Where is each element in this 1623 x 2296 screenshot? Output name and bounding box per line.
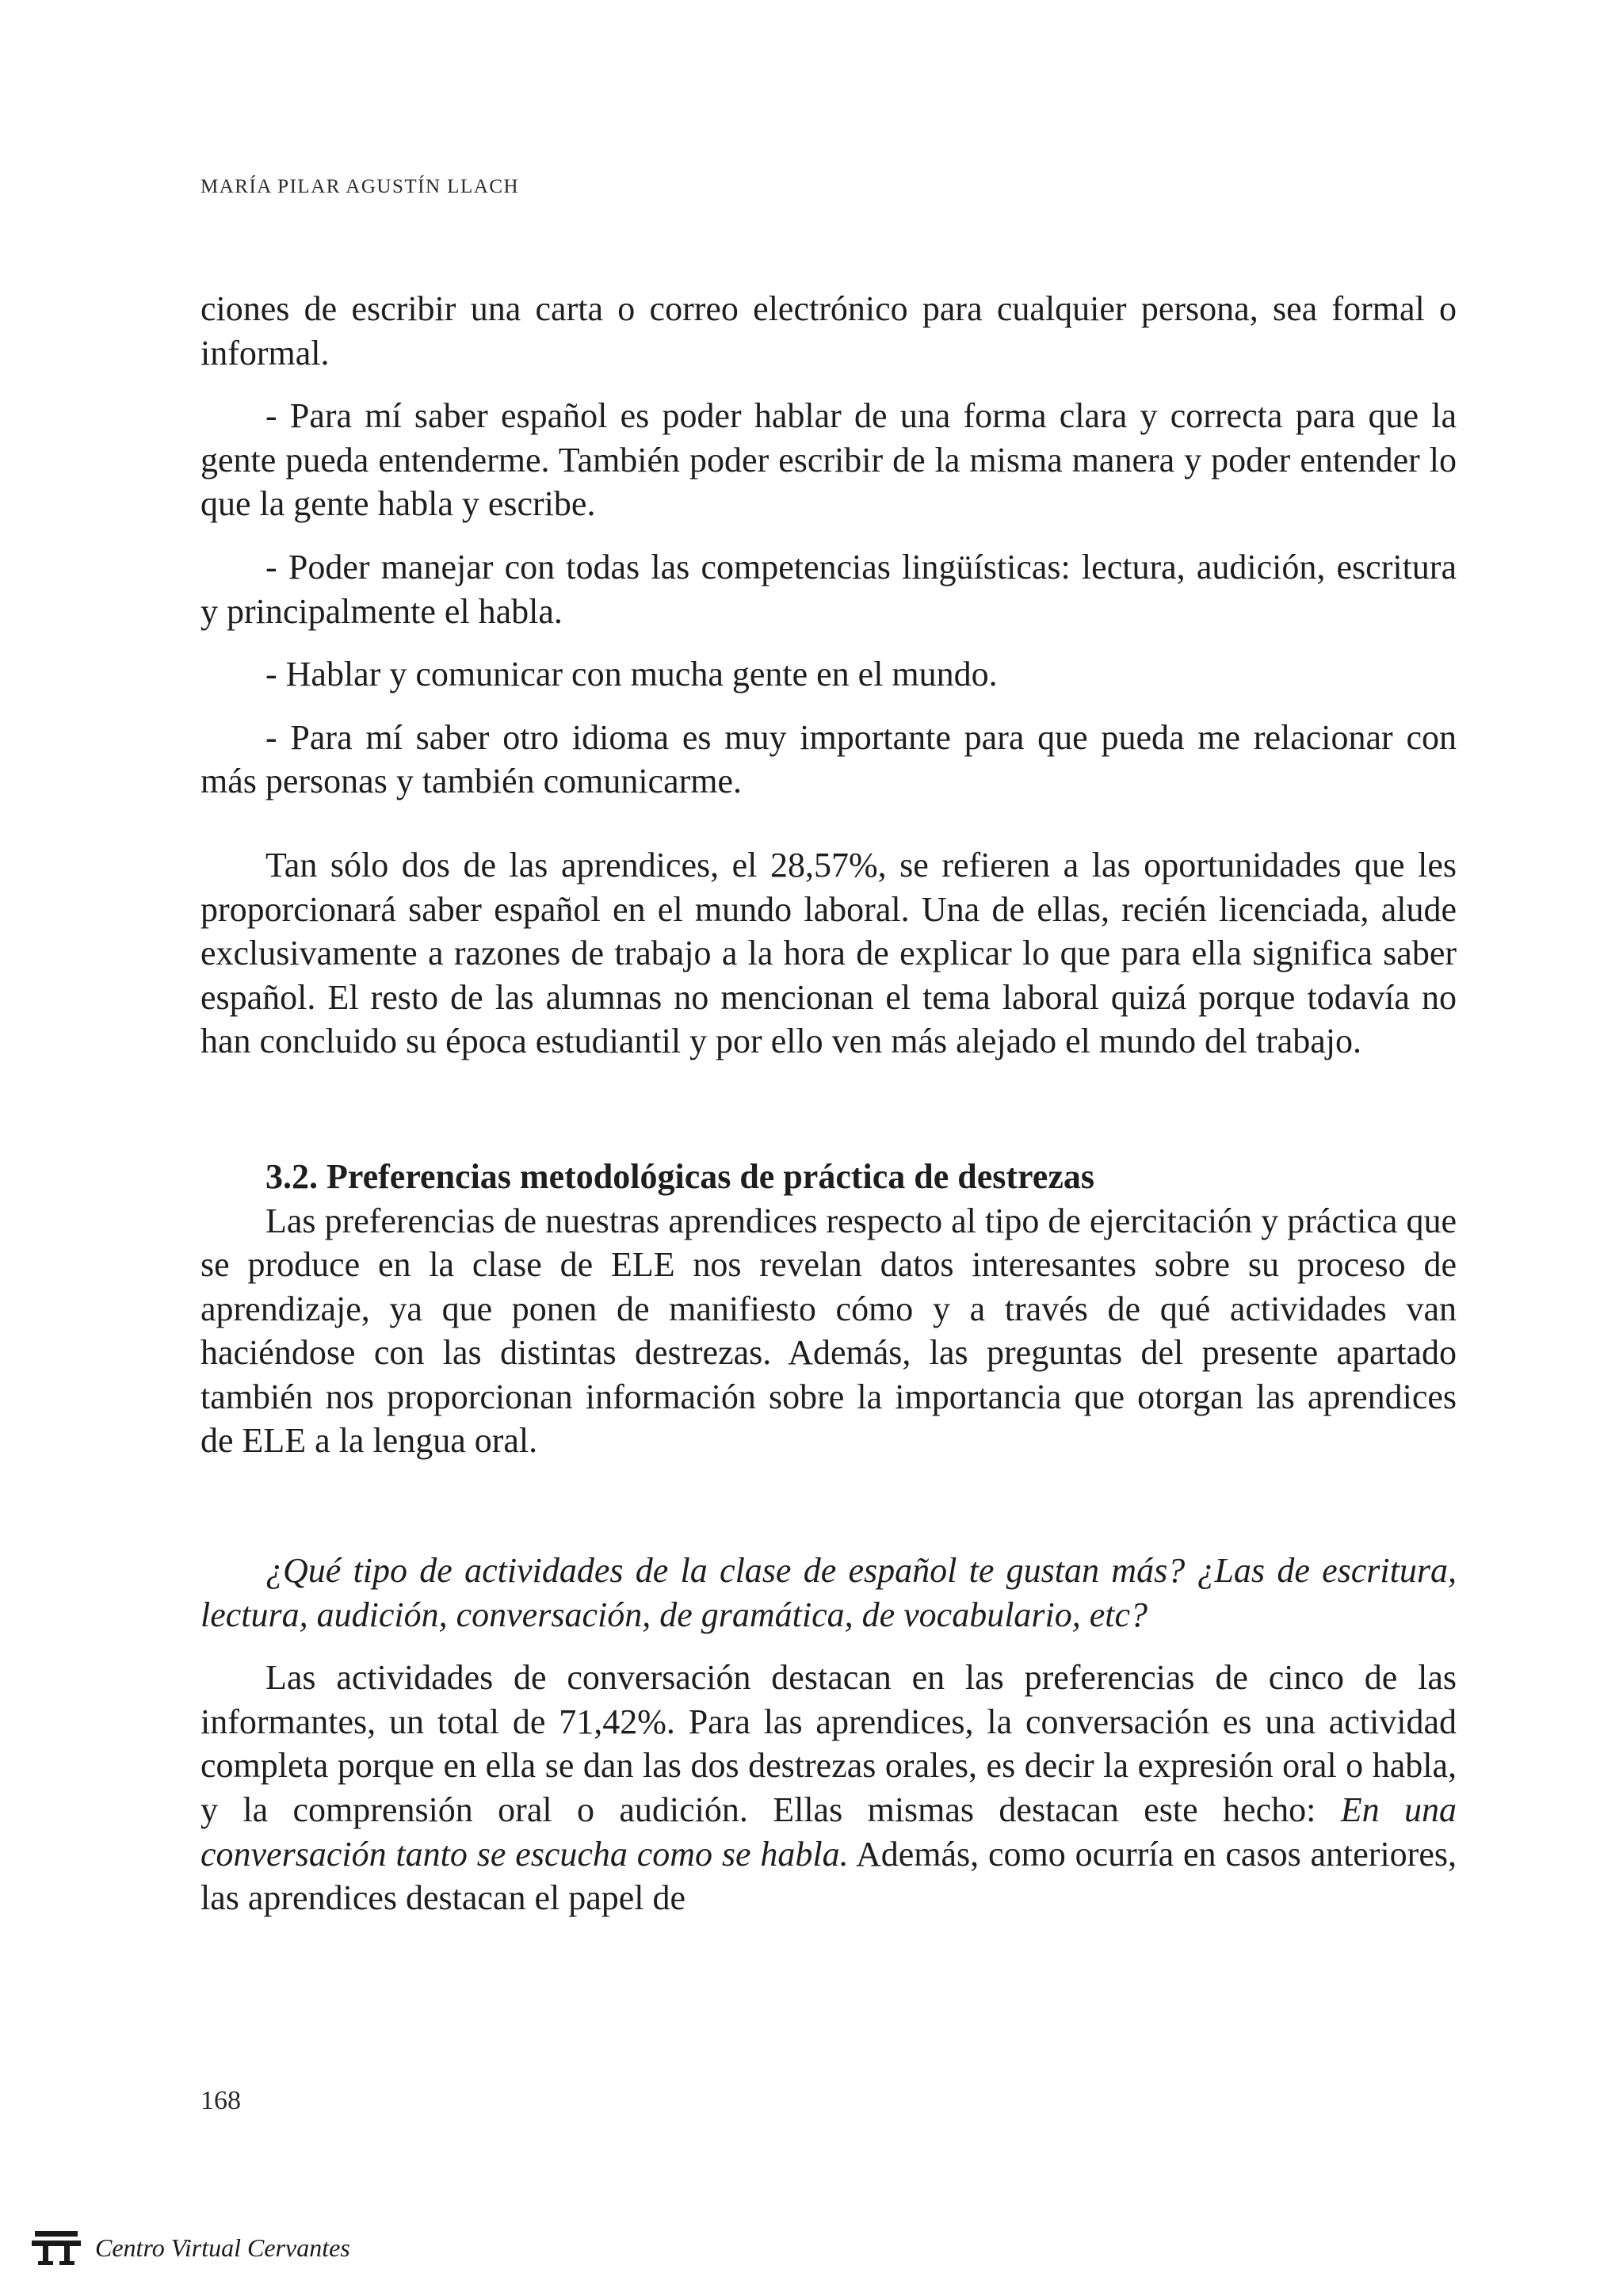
page-body: [200, 287, 1457, 1920]
page-number: 168: [200, 2086, 241, 2115]
paragraph-conversation-end: Además, como ocurría en casos anteriores, las aprendices destacan el papel de: [200, 1834, 1457, 1918]
student-quote-2: - Poder manejar con todas las competencias lingüísticas: lectura, audición, escritura y principalmente el habla.: [200, 547, 1457, 631]
survey-question: ¿Qué tipo de actividades de la clase de español te gustan más? ¿Las de escritura, lectura, audición, conversación, de gramática, de vocabulario, etc?: [200, 1551, 1457, 1634]
student-quote-1: - Para mí saber español es poder hablar de una forma clara y correcta para que la gente pueda entenderme. También poder escribir de la misma manera y poder entender lo que la gente habla y escribe.: [200, 396, 1457, 524]
paragraph-labor: Tan sólo dos de las aprendices, el 28,57%, se refieren a las oportunidades que les proporcionará saber español en el mundo laboral. Una de ellas, recién licenciada, alude exclusivamente a razones de trabajo a la hora de explicar lo que para ella significa saber español. El resto de las alumnas no mencionan el tema laboral quizá porque todavía no han concluido su época estudiantil y por ello ven más alejado el mundo del trabajo.: [200, 845, 1457, 1061]
paragraph-conversation-start: Las actividades de conversación destacan en las preferencias de cinco de las informantes, un total de 71,42%. Para las aprendices, la conversación es una actividad completa porque en ella se dan las dos destrezas orales, es decir la expresión oral o habla, y la comprensión oral o audición. Ellas mismas destacan este hecho:: [200, 1658, 1457, 1830]
paragraph-conversation-quote: En una conversación tanto se escucha como se habla.: [200, 1790, 1457, 1874]
paragraph-continuation: ciones de escribir una carta o correo electrónico para cualquier persona, sea formal o informal.: [200, 289, 1457, 372]
paragraph-preferences: Las preferencias de nuestras aprendices respecto al tipo de ejercitación y práctica que se produce en la clase de ELE nos revelan datos interesantes sobre su proceso de aprendizaje, ya que ponen de manifiesto cómo y a través de qué actividades van haciéndose con las distintas destrezas. Además, las preguntas del presente apartado también nos proporcionan información sobre la importancia que otorgan las aprendices de ELE a la lengua oral.: [200, 1201, 1457, 1461]
footer-logo-text: Centro Virtual Cervantes: [95, 2233, 350, 2262]
paragraph-conversation: [200, 1656, 1457, 1920]
cervantes-logo-icon: [32, 2229, 81, 2266]
footer-logo: [32, 2229, 350, 2266]
student-quote-4: - Para mí saber otro idioma es muy importante para que pueda me relacionar con más personas y también comunicarme.: [200, 717, 1457, 801]
student-quote-3: - Hablar y comunicar con mucha gente en el mundo.: [265, 655, 998, 694]
running-header: MARÍA PILAR AGUSTÍN LLACH: [200, 176, 520, 197]
section-heading: 3.2. Preferencias metodológicas de práctica de destrezas: [265, 1156, 1094, 1196]
